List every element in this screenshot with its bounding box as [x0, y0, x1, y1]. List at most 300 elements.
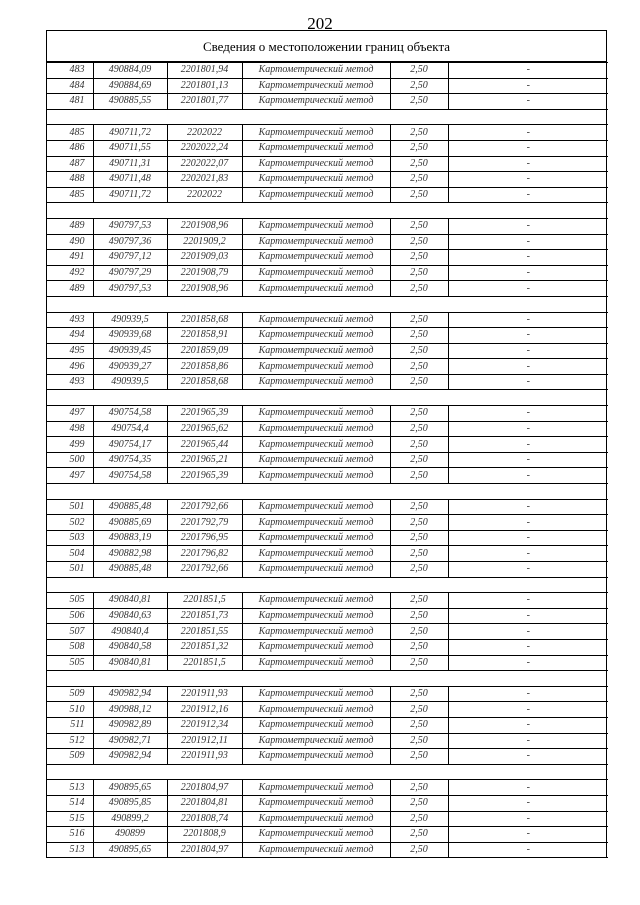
table-row — [47, 717, 608, 733]
coord-y-cell: 2201858,68 — [167, 312, 242, 328]
description-cell: - — [448, 359, 608, 375]
description-cell: - — [448, 749, 608, 765]
coord-x-cell: 490982,89 — [93, 717, 167, 733]
description-cell: - — [448, 468, 608, 484]
point-number-cell: 497 — [47, 406, 93, 422]
point-number-cell: 486 — [47, 140, 93, 156]
coord-y-cell: 2201851,5 — [167, 655, 242, 671]
point-number-cell: 512 — [47, 733, 93, 749]
method-cell: Картометрический метод — [242, 749, 390, 765]
separator-cell — [47, 296, 608, 312]
coord-x-cell: 490754,58 — [93, 406, 167, 422]
precision-cell: 2,50 — [390, 343, 448, 359]
section-title: Сведения о местоположении границ объекта — [47, 31, 606, 62]
method-cell: Картометрический метод — [242, 218, 390, 234]
precision-cell: 2,50 — [390, 265, 448, 281]
table-row — [47, 811, 608, 827]
coord-y-cell: 2201965,39 — [167, 468, 242, 484]
point-number-cell: 493 — [47, 374, 93, 390]
point-number-cell: 503 — [47, 530, 93, 546]
method-cell: Картометрический метод — [242, 328, 390, 344]
table-row — [47, 437, 608, 453]
precision-cell: 2,50 — [390, 795, 448, 811]
point-number-cell: 502 — [47, 515, 93, 531]
method-cell: Картометрический метод — [242, 437, 390, 453]
coord-y-cell: 2201801,94 — [167, 63, 242, 79]
coord-y-cell: 2201858,91 — [167, 328, 242, 344]
table-row — [47, 515, 608, 531]
point-number-cell: 489 — [47, 218, 93, 234]
description-cell: - — [448, 780, 608, 796]
coord-y-cell: 2201792,66 — [167, 562, 242, 578]
coord-y-cell: 2201851,5 — [167, 593, 242, 609]
coord-x-cell: 490840,81 — [93, 593, 167, 609]
point-number-cell: 494 — [47, 328, 93, 344]
precision-cell: 2,50 — [390, 125, 448, 141]
table-row — [47, 187, 608, 203]
point-number-cell: 488 — [47, 172, 93, 188]
table-row — [47, 281, 608, 297]
group-separator-row — [47, 764, 608, 780]
coord-x-cell: 490797,36 — [93, 234, 167, 250]
description-cell: - — [448, 827, 608, 843]
method-cell: Картометрический метод — [242, 639, 390, 655]
method-cell: Картометрический метод — [242, 624, 390, 640]
coord-x-cell: 490882,98 — [93, 546, 167, 562]
table-row — [47, 250, 608, 266]
description-cell: - — [448, 686, 608, 702]
table-row — [47, 140, 608, 156]
method-cell: Картометрический метод — [242, 125, 390, 141]
description-cell: - — [448, 702, 608, 718]
table-row — [47, 218, 608, 234]
precision-cell: 2,50 — [390, 530, 448, 546]
description-cell: - — [448, 78, 608, 94]
coord-x-cell: 490982,94 — [93, 749, 167, 765]
coord-y-cell: 2201909,2 — [167, 234, 242, 250]
precision-cell: 2,50 — [390, 842, 448, 858]
method-cell: Картометрический метод — [242, 140, 390, 156]
group-separator-row — [47, 390, 608, 406]
coord-x-cell: 490797,53 — [93, 218, 167, 234]
description-cell: - — [448, 546, 608, 562]
coord-y-cell: 2201804,97 — [167, 842, 242, 858]
point-number-cell: 506 — [47, 608, 93, 624]
precision-cell: 2,50 — [390, 359, 448, 375]
coord-x-cell: 490885,55 — [93, 94, 167, 110]
precision-cell: 2,50 — [390, 686, 448, 702]
method-cell: Картометрический метод — [242, 172, 390, 188]
method-cell: Картометрический метод — [242, 187, 390, 203]
coordinates-table — [47, 62, 608, 858]
table-row — [47, 593, 608, 609]
precision-cell: 2,50 — [390, 421, 448, 437]
table-row — [47, 530, 608, 546]
separator-cell — [47, 577, 608, 593]
coord-x-cell: 490982,71 — [93, 733, 167, 749]
point-number-cell: 484 — [47, 78, 93, 94]
coord-x-cell: 490884,69 — [93, 78, 167, 94]
group-separator-row — [47, 296, 608, 312]
description-cell: - — [448, 234, 608, 250]
method-cell: Картометрический метод — [242, 686, 390, 702]
point-number-cell: 516 — [47, 827, 93, 843]
table-row — [47, 374, 608, 390]
coord-x-cell: 490939,45 — [93, 343, 167, 359]
description-cell: - — [448, 421, 608, 437]
coord-y-cell: 2201908,96 — [167, 218, 242, 234]
coord-x-cell: 490840,58 — [93, 639, 167, 655]
coord-y-cell: 2201851,73 — [167, 608, 242, 624]
group-separator-row — [47, 484, 608, 500]
page-number: 202 — [307, 14, 333, 33]
description-cell: - — [448, 515, 608, 531]
description-cell: - — [448, 842, 608, 858]
coord-y-cell: 2201911,93 — [167, 749, 242, 765]
point-number-cell: 508 — [47, 639, 93, 655]
group-separator-row — [47, 671, 608, 687]
separator-cell — [47, 390, 608, 406]
coord-y-cell: 2201908,96 — [167, 281, 242, 297]
method-cell: Картометрический метод — [242, 499, 390, 515]
coord-x-cell: 490899,2 — [93, 811, 167, 827]
table-row — [47, 406, 608, 422]
coord-x-cell: 490939,68 — [93, 328, 167, 344]
point-number-cell: 514 — [47, 795, 93, 811]
precision-cell: 2,50 — [390, 593, 448, 609]
description-cell: - — [448, 499, 608, 515]
precision-cell: 2,50 — [390, 406, 448, 422]
description-cell: - — [448, 281, 608, 297]
coord-x-cell: 490885,69 — [93, 515, 167, 531]
table-row — [47, 312, 608, 328]
precision-cell: 2,50 — [390, 499, 448, 515]
separator-cell — [47, 671, 608, 687]
coord-x-cell: 490711,55 — [93, 140, 167, 156]
coord-x-cell: 490754,58 — [93, 468, 167, 484]
precision-cell: 2,50 — [390, 811, 448, 827]
description-cell: - — [448, 639, 608, 655]
precision-cell: 2,50 — [390, 717, 448, 733]
point-number-cell: 492 — [47, 265, 93, 281]
table-row — [47, 468, 608, 484]
description-cell: - — [448, 655, 608, 671]
method-cell: Картометрический метод — [242, 421, 390, 437]
table-row — [47, 562, 608, 578]
boundary-info-frame — [46, 30, 607, 858]
coord-y-cell: 2201792,79 — [167, 515, 242, 531]
group-separator-row — [47, 109, 608, 125]
table-row — [47, 359, 608, 375]
point-number-cell: 507 — [47, 624, 93, 640]
point-number-cell: 505 — [47, 593, 93, 609]
coord-x-cell: 490797,12 — [93, 250, 167, 266]
method-cell: Картометрический метод — [242, 250, 390, 266]
description-cell: - — [448, 140, 608, 156]
coord-y-cell: 2201851,55 — [167, 624, 242, 640]
description-cell: - — [448, 63, 608, 79]
precision-cell: 2,50 — [390, 234, 448, 250]
point-number-cell: 489 — [47, 281, 93, 297]
separator-cell — [47, 203, 608, 219]
precision-cell: 2,50 — [390, 172, 448, 188]
coord-y-cell: 2202022,24 — [167, 140, 242, 156]
coord-y-cell: 2202022 — [167, 125, 242, 141]
coord-y-cell: 2202021,83 — [167, 172, 242, 188]
coord-y-cell: 2201858,68 — [167, 374, 242, 390]
precision-cell: 2,50 — [390, 94, 448, 110]
description-cell: - — [448, 156, 608, 172]
method-cell: Картометрический метод — [242, 811, 390, 827]
method-cell: Картометрический метод — [242, 593, 390, 609]
coord-y-cell: 2201804,81 — [167, 795, 242, 811]
point-number-cell: 485 — [47, 187, 93, 203]
coord-y-cell: 2201796,82 — [167, 546, 242, 562]
precision-cell: 2,50 — [390, 63, 448, 79]
description-cell: - — [448, 172, 608, 188]
point-number-cell: 501 — [47, 562, 93, 578]
description-cell: - — [448, 328, 608, 344]
method-cell: Картометрический метод — [242, 63, 390, 79]
coord-y-cell: 2201851,32 — [167, 639, 242, 655]
method-cell: Картометрический метод — [242, 343, 390, 359]
table-row — [47, 328, 608, 344]
table-row — [47, 125, 608, 141]
precision-cell: 2,50 — [390, 187, 448, 203]
coord-x-cell: 490939,5 — [93, 374, 167, 390]
precision-cell: 2,50 — [390, 827, 448, 843]
precision-cell: 2,50 — [390, 281, 448, 297]
coord-y-cell: 2201912,11 — [167, 733, 242, 749]
coord-y-cell: 2201965,21 — [167, 452, 242, 468]
coord-y-cell: 2201859,09 — [167, 343, 242, 359]
description-cell: - — [448, 452, 608, 468]
method-cell: Картометрический метод — [242, 359, 390, 375]
table-row — [47, 749, 608, 765]
table-row — [47, 780, 608, 796]
table-row — [47, 94, 608, 110]
precision-cell: 2,50 — [390, 702, 448, 718]
table-row — [47, 546, 608, 562]
point-number-cell: 500 — [47, 452, 93, 468]
coord-x-cell: 490840,63 — [93, 608, 167, 624]
coord-y-cell: 2201965,44 — [167, 437, 242, 453]
method-cell: Картометрический метод — [242, 546, 390, 562]
coord-x-cell: 490883,19 — [93, 530, 167, 546]
table-row — [47, 421, 608, 437]
table-row — [47, 172, 608, 188]
description-cell: - — [448, 717, 608, 733]
point-number-cell: 515 — [47, 811, 93, 827]
precision-cell: 2,50 — [390, 608, 448, 624]
method-cell: Картометрический метод — [242, 780, 390, 796]
method-cell: Картометрический метод — [242, 702, 390, 718]
description-cell: - — [448, 795, 608, 811]
separator-cell — [47, 109, 608, 125]
description-cell: - — [448, 94, 608, 110]
method-cell: Картометрический метод — [242, 265, 390, 281]
precision-cell: 2,50 — [390, 639, 448, 655]
method-cell: Картометрический метод — [242, 733, 390, 749]
method-cell: Картометрический метод — [242, 795, 390, 811]
description-cell: - — [448, 562, 608, 578]
description-cell: - — [448, 312, 608, 328]
precision-cell: 2,50 — [390, 733, 448, 749]
coord-y-cell: 2201804,97 — [167, 780, 242, 796]
point-number-cell: 497 — [47, 468, 93, 484]
method-cell: Картометрический метод — [242, 842, 390, 858]
table-row — [47, 452, 608, 468]
description-cell: - — [448, 624, 608, 640]
coord-x-cell: 490797,29 — [93, 265, 167, 281]
table-row — [47, 234, 608, 250]
point-number-cell: 491 — [47, 250, 93, 266]
description-cell: - — [448, 218, 608, 234]
description-cell: - — [448, 187, 608, 203]
method-cell: Картометрический метод — [242, 655, 390, 671]
method-cell: Картометрический метод — [242, 281, 390, 297]
point-number-cell: 509 — [47, 686, 93, 702]
coord-x-cell: 490988,12 — [93, 702, 167, 718]
precision-cell: 2,50 — [390, 452, 448, 468]
separator-cell — [47, 484, 608, 500]
method-cell: Картометрический метод — [242, 562, 390, 578]
coord-x-cell: 490754,35 — [93, 452, 167, 468]
description-cell: - — [448, 437, 608, 453]
precision-cell: 2,50 — [390, 140, 448, 156]
precision-cell: 2,50 — [390, 546, 448, 562]
table-row — [47, 265, 608, 281]
coord-y-cell: 2201808,9 — [167, 827, 242, 843]
point-number-cell: 483 — [47, 63, 93, 79]
table-row — [47, 639, 608, 655]
coord-y-cell: 2202022 — [167, 187, 242, 203]
point-number-cell: 513 — [47, 842, 93, 858]
precision-cell: 2,50 — [390, 312, 448, 328]
method-cell: Картометрический метод — [242, 827, 390, 843]
point-number-cell: 490 — [47, 234, 93, 250]
point-number-cell: 493 — [47, 312, 93, 328]
precision-cell: 2,50 — [390, 218, 448, 234]
description-cell: - — [448, 733, 608, 749]
table-row — [47, 842, 608, 858]
method-cell: Картометрический метод — [242, 468, 390, 484]
description-cell: - — [448, 608, 608, 624]
precision-cell: 2,50 — [390, 749, 448, 765]
coord-y-cell: 2201965,62 — [167, 421, 242, 437]
point-number-cell: 505 — [47, 655, 93, 671]
method-cell: Картометрический метод — [242, 156, 390, 172]
coord-y-cell: 2201801,13 — [167, 78, 242, 94]
precision-cell: 2,50 — [390, 328, 448, 344]
coord-x-cell: 490939,27 — [93, 359, 167, 375]
table-row — [47, 63, 608, 79]
point-number-cell: 510 — [47, 702, 93, 718]
coord-x-cell: 490885,48 — [93, 499, 167, 515]
precision-cell: 2,50 — [390, 156, 448, 172]
coord-y-cell: 2202022,07 — [167, 156, 242, 172]
coord-y-cell: 2201911,93 — [167, 686, 242, 702]
coord-y-cell: 2201909,03 — [167, 250, 242, 266]
method-cell: Картометрический метод — [242, 608, 390, 624]
point-number-cell: 513 — [47, 780, 93, 796]
precision-cell: 2,50 — [390, 468, 448, 484]
description-cell: - — [448, 250, 608, 266]
coord-y-cell: 2201965,39 — [167, 406, 242, 422]
table-row — [47, 655, 608, 671]
coord-y-cell: 2201792,66 — [167, 499, 242, 515]
coord-x-cell: 490895,85 — [93, 795, 167, 811]
coord-x-cell: 490754,4 — [93, 421, 167, 437]
coord-x-cell: 490885,48 — [93, 562, 167, 578]
coord-x-cell: 490895,65 — [93, 842, 167, 858]
coord-x-cell: 490711,31 — [93, 156, 167, 172]
table-row — [47, 78, 608, 94]
description-cell: - — [448, 125, 608, 141]
coord-x-cell: 490895,65 — [93, 780, 167, 796]
coord-x-cell: 490884,09 — [93, 63, 167, 79]
table-row — [47, 499, 608, 515]
group-separator-row — [47, 577, 608, 593]
coord-y-cell: 2201808,74 — [167, 811, 242, 827]
coord-x-cell: 490711,72 — [93, 187, 167, 203]
point-number-cell: 495 — [47, 343, 93, 359]
coord-x-cell: 490899 — [93, 827, 167, 843]
point-number-cell: 511 — [47, 717, 93, 733]
precision-cell: 2,50 — [390, 437, 448, 453]
coord-x-cell: 490840,81 — [93, 655, 167, 671]
precision-cell: 2,50 — [390, 515, 448, 531]
table-row — [47, 624, 608, 640]
coord-y-cell: 2201908,79 — [167, 265, 242, 281]
method-cell: Картометрический метод — [242, 94, 390, 110]
precision-cell: 2,50 — [390, 374, 448, 390]
description-cell: - — [448, 593, 608, 609]
precision-cell: 2,50 — [390, 655, 448, 671]
description-cell: - — [448, 343, 608, 359]
table-row — [47, 795, 608, 811]
table-row — [47, 827, 608, 843]
method-cell: Картометрический метод — [242, 452, 390, 468]
method-cell: Картометрический метод — [242, 312, 390, 328]
point-number-cell: 509 — [47, 749, 93, 765]
group-separator-row — [47, 203, 608, 219]
coord-x-cell: 490754,17 — [93, 437, 167, 453]
precision-cell: 2,50 — [390, 250, 448, 266]
coord-y-cell: 2201801,77 — [167, 94, 242, 110]
table-row — [47, 733, 608, 749]
separator-cell — [47, 764, 608, 780]
description-cell: - — [448, 530, 608, 546]
coord-x-cell: 490939,5 — [93, 312, 167, 328]
coord-x-cell: 490797,53 — [93, 281, 167, 297]
point-number-cell: 485 — [47, 125, 93, 141]
precision-cell: 2,50 — [390, 562, 448, 578]
table-row — [47, 702, 608, 718]
coord-y-cell: 2201912,16 — [167, 702, 242, 718]
precision-cell: 2,50 — [390, 624, 448, 640]
method-cell: Картометрический метод — [242, 374, 390, 390]
point-number-cell: 499 — [47, 437, 93, 453]
table-row — [47, 156, 608, 172]
description-cell: - — [448, 406, 608, 422]
coord-x-cell: 490711,48 — [93, 172, 167, 188]
coord-x-cell: 490711,72 — [93, 125, 167, 141]
coord-y-cell: 2201858,86 — [167, 359, 242, 375]
point-number-cell: 498 — [47, 421, 93, 437]
method-cell: Картометрический метод — [242, 717, 390, 733]
method-cell: Картометрический метод — [242, 234, 390, 250]
